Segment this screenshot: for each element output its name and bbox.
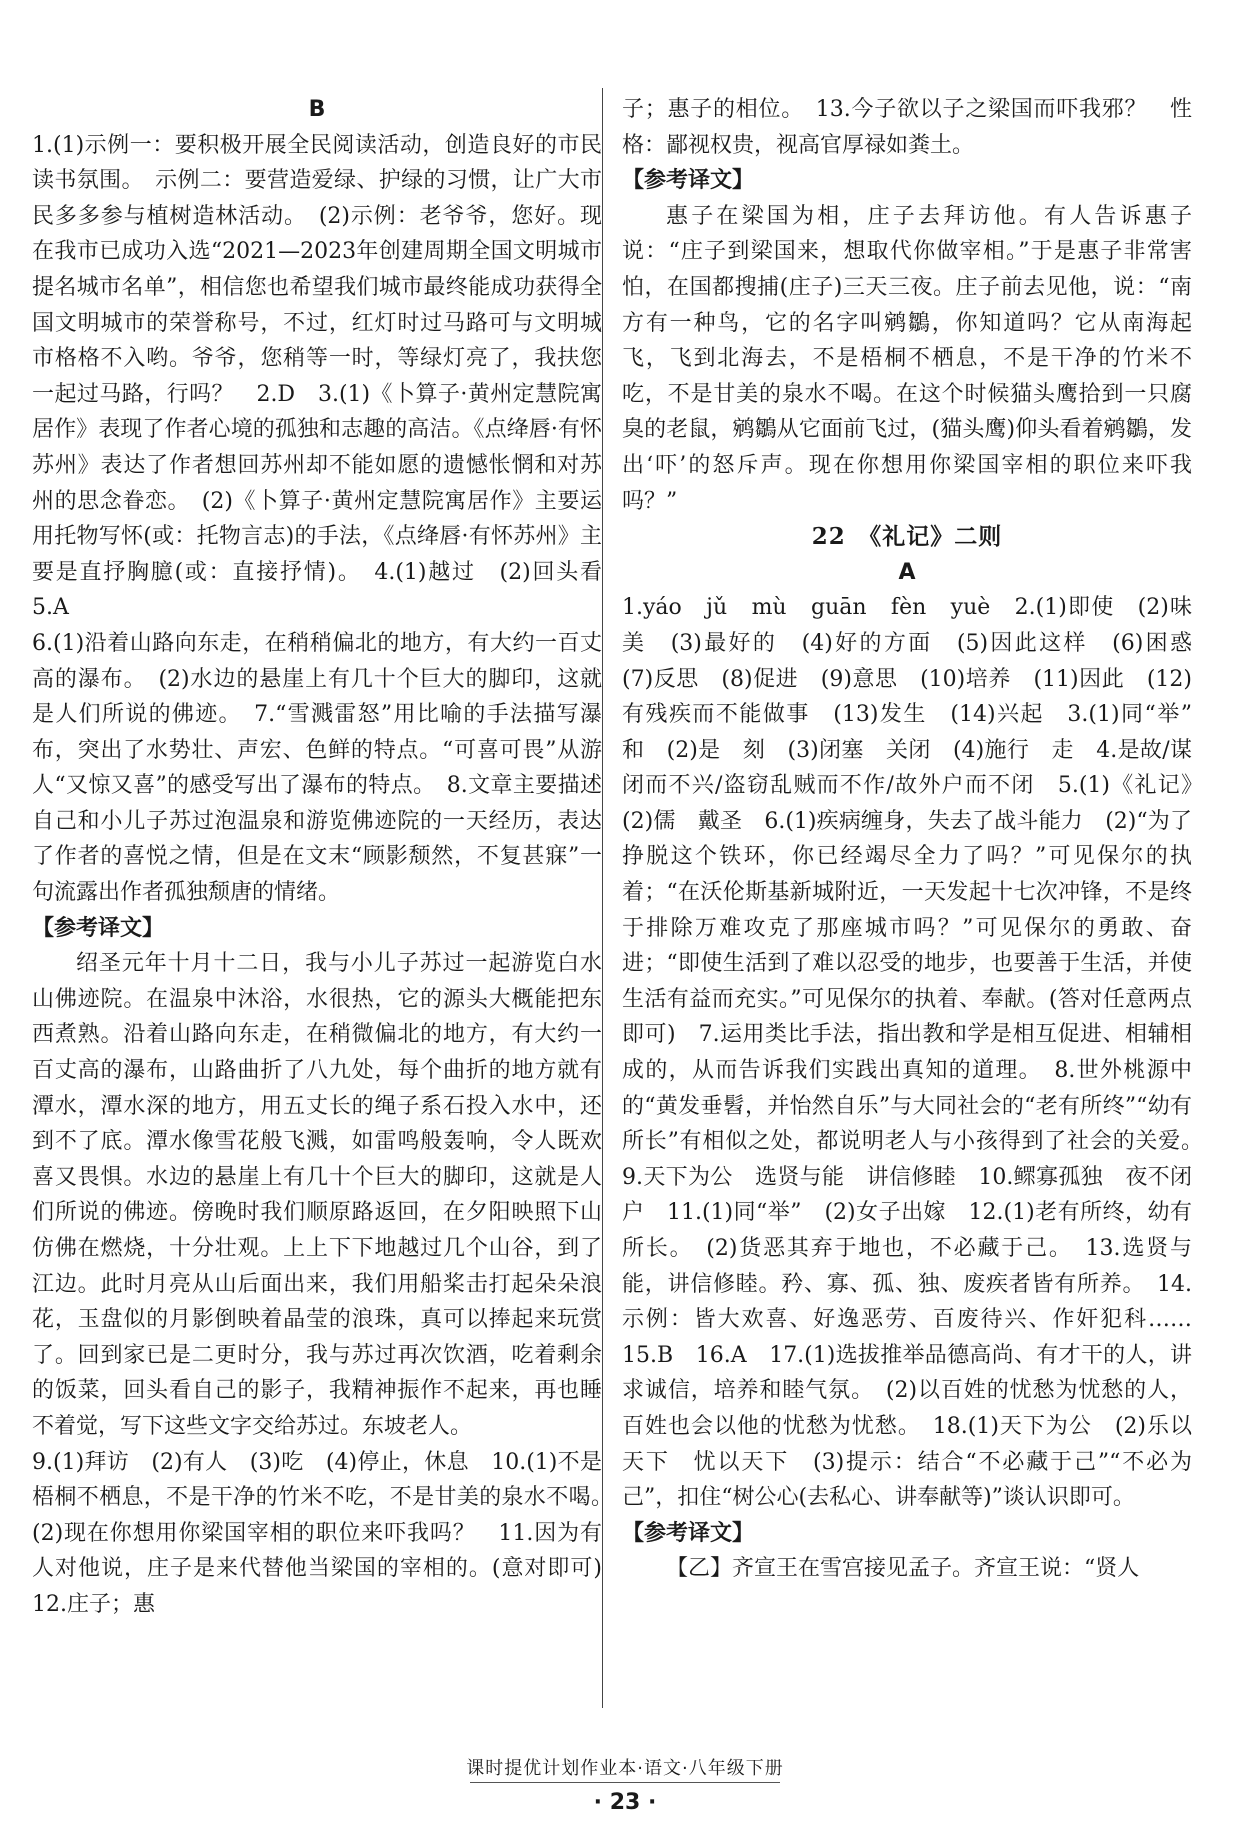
lesson-22-answers: 1.yáo jǔ mù guān fèn yuè 2.(1)即使 (2)味美 (3)最好的 (4)好的方面 (5)因此这样 (6)困惑 (7)反思 (8)促进 (9)意思 (10)培养 (11)因此 (12)有残疾而不能做事 (13)发生 (14)兴起 3.(1)同“举” 和 (2)是 刻 (3)闭塞 关闭 (4)施行 走 4.是故/谋闭而不兴/盗窃乱贼而不作/故外户而不闭 5.(1)《礼记》 (2)儒 戴圣 6.(1)疾病缠身，失去了战斗能力 (2)“为了挣脱这个铁环，你已经竭尽全力了吗？”可见保尔的执着；“在沃伦斯基新城附近，一天发起十七次冲锋，不是终于排除万难攻克了那座城市吗？”可见保尔的勇敢、奋进；“即使生活到了难以忍受的地步，也要善于生活，并使生活有益而充实。”可见保尔的执着、奉献。(答对任意两点即可) 7.运用类比手法，指出教和学是相互促进、相辅相成的，从而告诉我们实践出真知的道理。 8.世外桃源中的“黄发垂髫，并怡然自乐”与大同社会的“老有所终”“幼有所长”有相似之处，都说明老人与小孩得到了社会的关爱。 9.天下为公 选贤与能 讲信修睦 10.鳏寡孤独 夜不闭户 11.(1)同“举” (2)女子出嫁 12.(1)老有所终，幼有所长。 (2)货恶其弃于地也，不必藏于己。 13.选贤与能，讲信修睦。矜、寡、孤、独、废疾者皆有所养。 14.示例：皆大欢喜、好逸恶劳、百废待兴、作奸犯科…… 15.B 16.A 17.(1)选拔推举品德高尚、有才干的人，讲求诚信，培养和睦气氛。 (2)以百姓的忧愁为忧愁的人，百姓也会以他的忧愁为忧愁。 18.(1)天下为公 (2)乐以天下 忧以天下 (3)提示：结合“不必藏于己”“不必为己”，扣住“树公心(去私心、讲奉献等)”谈认识即可。 <box>622 595 1215 1511</box>
reference-translation-text-3: 【乙】齐宣王在雪宫接见孟子。齐宣王说：“贤人 <box>666 1556 1140 1582</box>
page-number: · 23 · <box>593 1790 657 1815</box>
reference-translation-label-2: 【参考译文】 <box>622 168 755 194</box>
section-heading-a: A <box>898 559 916 585</box>
answers-6-to-8: 6.(1)沿着山路向东走，在稍稍偏北的地方，有大约一百丈高的瀑布。 (2)水边的悬崖上有几十个巨大的脚印，这就是人们所说的佛迹。 7.“雪溅雷怒”用比喻的手法描写瀑布，突出了水势壮、声宏、色鲜的特点。“可喜可畏”从游人“又惊又喜”的感受写出了瀑布的特点。 8.文章主要描述自己和小儿子苏过泡温泉和游览佛迹院的一天经历，表达了作者的喜悦之情，但是在文末“顾影颓然，不复甚寐”一句流露出作者孤独颓唐的情绪。 <box>32 630 602 906</box>
reference-translation-text: 绍圣元年十月十二日，我与小儿子苏过一起游览白水山佛迹院。在温泉中沐浴，水很热，它的源头大概能把东西煮熟。沿着山路向东走，在稍微偏北的地方，有大约一百丈高的瀑布，山路曲折了八九处，每个曲折的地方就有潭水，潭水深的地方，用五丈长的绳子系石投入水中，还到不了底。潭水像雪花般飞溅，如雷鸣般轰响，令人既欢喜又畏惧。水边的悬崖上有几十个巨大的脚印，这就是人们所说的佛迹。傍晚时我们顺原路返回，在夕阳映照下山仿佛在燃烧，十分壮观。上上下下地越过几个山谷，到了江边。此时月亮从山后面出来，我们用船桨击打起朵朵浪花，玉盘似的月影倒映着晶莹的浪珠，真可以捧起来玩赏了。回到家已是二更时分，我与苏过再次饮酒，吃着剩余的饭菜，回头看自己的影子，我精神振作不起来，再也睡不着觉，写下这些文字交给苏过。东坡老人。 <box>32 951 602 1439</box>
left-column <box>32 92 625 1623</box>
answers-1-to-5: 1.(1)示例一：要积极开展全民阅读活动，创造良好的市民读书氛围。 示例二：要营造爱绿、护绿的习惯，让广大市民多多参与植树造林活动。 (2)示例：老爷爷，您好。现在我市已成功入选“2021—2023年创建周期全国文明城市提名城市名单”，相信您也希望我们城市最终能成功获得全国文明城市的荣誉称号，不过，红灯时过马路可与文明城市格格不入哟。爷爷，您稍等一时，等绿灯亮了，我扶您一起过马路，行吗？ 2.D 3.(1)《卜算子·黄州定慧院寓居作》表现了作者心境的孤独和志趣的高洁。《点绛唇·有怀苏州》表达了作者想回苏州却不能如愿的遗憾怅惘和对苏州的思念眷恋。 (2)《卜算子·黄州定慧院寓居作》主要运用托物写怀(或：托物言志)的手法，《点绛唇·有怀苏州》主要是直抒胸臆(或：直接抒情)。 4.(1)越过 (2)回头看 5.A <box>32 132 625 621</box>
lesson-title: 22 《礼记》二则 <box>811 523 1003 551</box>
column-divider <box>602 88 603 1708</box>
section-heading-b: B <box>308 97 326 122</box>
right-column <box>622 92 1215 1587</box>
answers-12-13-continued: 子；惠子的相位。 13.今子欲以子之梁国而吓我邪？ 性格：鄙视权贵，视高官厚禄如粪土。 <box>622 97 1192 158</box>
reference-translation-label-3: 【参考译文】 <box>622 1520 755 1546</box>
reference-translation-text-2: 惠子在梁国为相，庄子去拜访他。有人告诉惠子说：“庄子到梁国来，想取代你做宰相。”于是惠子非常害怕，在国都搜捕(庄子)三天三夜。庄子前去见他，说：“南方有一种鸟，它的名字叫鹓鶵，你知道吗？它从南海起飞，飞到北海去，不是梧桐不栖息，不是干净的竹米不吃，不是甘美的泉水不喝。在这个时候猫头鹰拾到一只腐臭的老鼠，鹓鶵从它面前飞过，(猫头鹰)仰头看着鹓鶵，发出‘吓’的怒斥声。现在你想用你梁国宰相的职位来吓我吗？” <box>622 203 1192 514</box>
footer-rule <box>470 1782 780 1783</box>
answers-9-to-12: 9.(1)拜访 (2)有人 (3)吃 (4)停止，休息 10.(1)不是梧桐不栖息，不是干净的竹米不吃，不是甘美的泉水不喝。 (2)现在你想用你梁国宰相的职位来吓我吗？ 11.因为有人对他说，庄子是来代替他当梁国的宰相的。(意对即可) 12.庄子；惠 <box>32 1449 625 1617</box>
reference-translation-label: 【参考译文】 <box>32 915 165 941</box>
book-series-footer: 课时提优计划作业本·语文·八年级下册 <box>466 1758 784 1779</box>
